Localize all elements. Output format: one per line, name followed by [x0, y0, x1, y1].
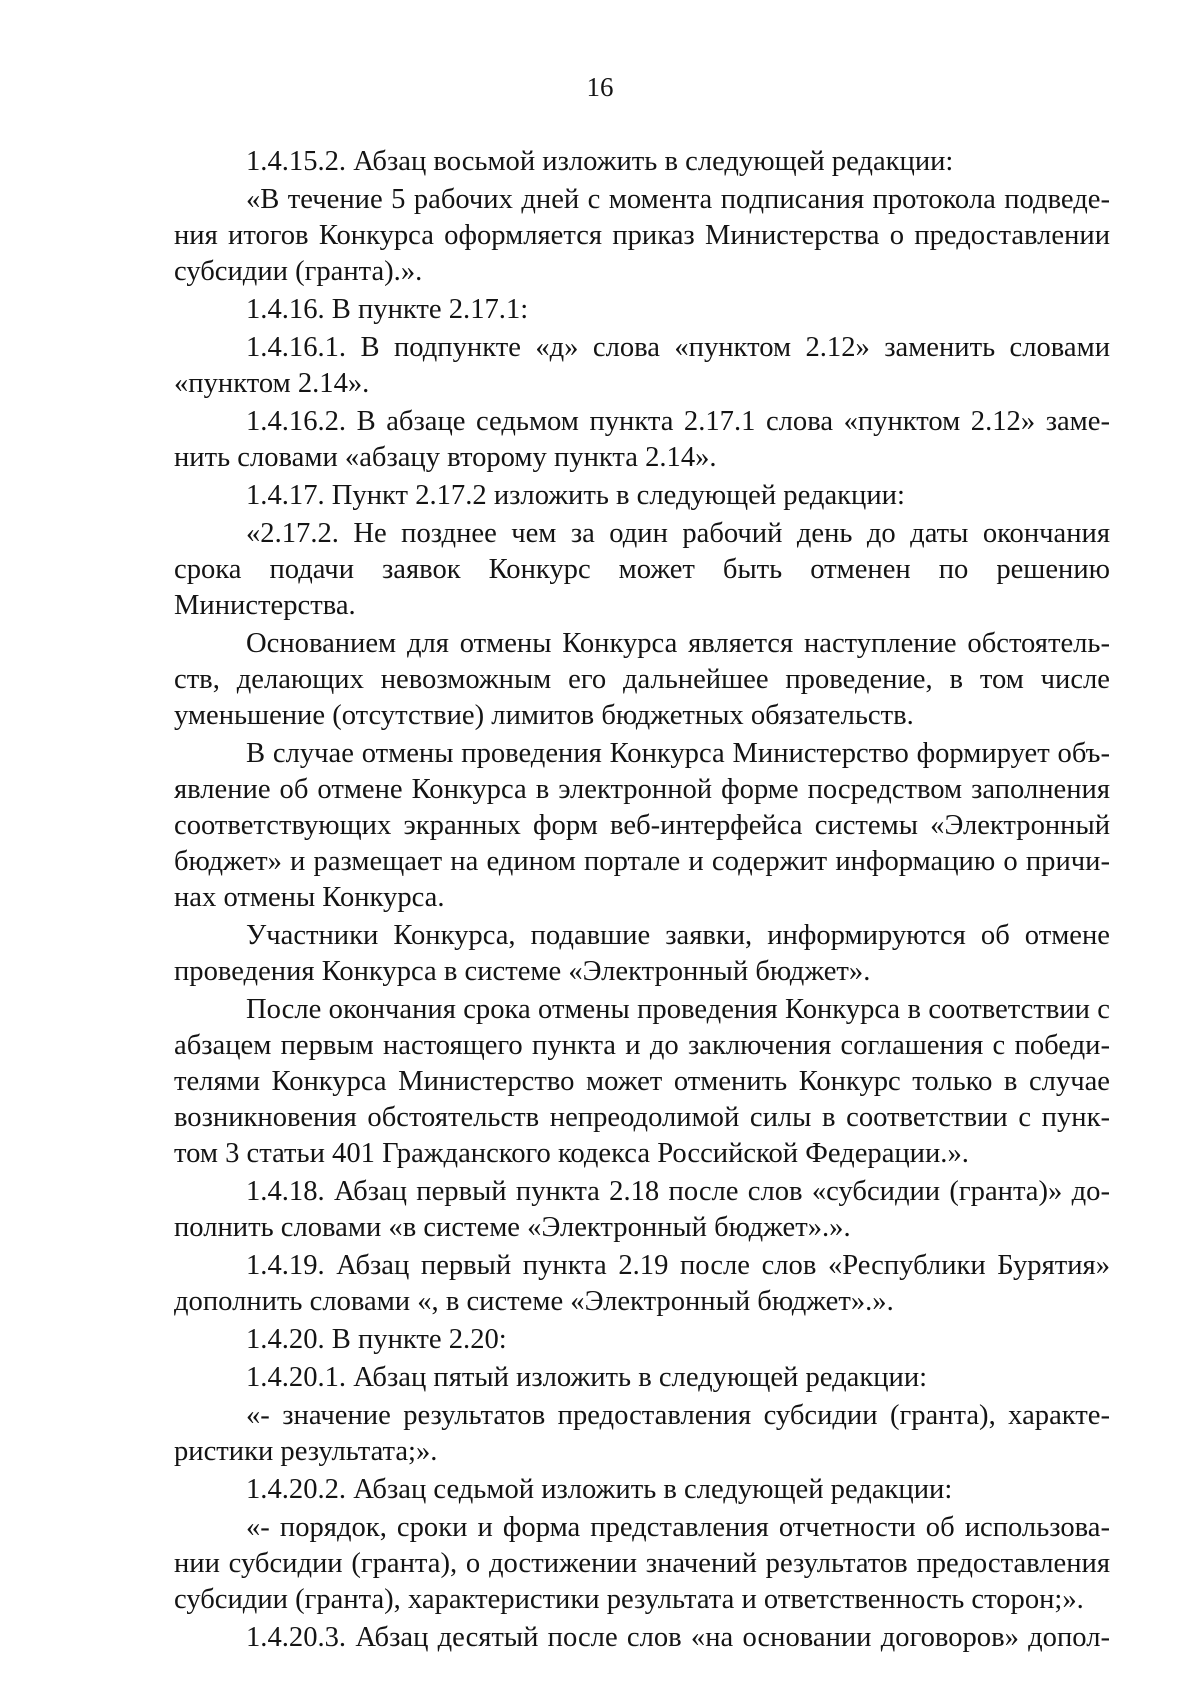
paragraph-1-4-20-1: 1.4.20.1. Абзац пятый изложить в следующей редакции:	[246, 1362, 928, 1393]
paragraph-force-majeure: После окончания срока отмены проведения Конкурса в соответствии с абзацем первым настоящего пункта и до заключения соглашения с победителями Конкурса Министерство может отменить Конкурс только в случае возникновения обстоятельств непреодолимой силы в соответствии с пунктом 3 статьи 401 Гражданского кодекса Российской Федерации.».	[174, 994, 1110, 1169]
paragraph-1-4-19: 1.4.19. Абзац первый пункта 2.19 после слов «Республики Бурятия» дополнить словами «, в системе «Электронный бюджет».».	[174, 1250, 1110, 1317]
paragraph-cancellation-notice: В случае отмены проведения Конкурса Министерство формирует объявление об отмене Конкурса в электронной форме посредством заполнения соответствующих экранных форм веб-интерфейса системы «Электронный бюджет» и размещает на едином портале и содержит информацию о причинах отмены Конкурса.	[174, 738, 1110, 913]
paragraph-quote-reporting: «- порядок, сроки и форма представления отчетности об использовании субсидии (гранта), о достижении значений результатов предоставления субсидии (гранта), характеристики результата и ответственность сторон;».	[174, 1512, 1110, 1615]
paragraph-1-4-17: 1.4.17. Пункт 2.17.2 изложить в следующей редакции:	[246, 480, 905, 511]
paragraph-1-4-15-2: 1.4.15.2. Абзац восьмой изложить в следующей редакции:	[246, 146, 954, 177]
paragraph-1-4-20: 1.4.20. В пункте 2.20:	[246, 1324, 507, 1355]
paragraph-1-4-16: 1.4.16. В пункте 2.17.1:	[246, 294, 529, 325]
page-number: 16	[586, 72, 614, 102]
paragraph-1-4-16-1: 1.4.16.1. В подпункте «д» слова «пунктом 2.12» заменить словами «пунктом 2.14».	[174, 332, 1110, 399]
paragraph-grounds-for-cancellation: Основанием для отмены Конкурса является наступление обстоятельств, делающих невозможным его дальнейшее проведение, в том числе уменьшение (отсутствие) лимитов бюджетных обязательств.	[174, 628, 1110, 731]
paragraph-1-4-20-2: 1.4.20.2. Абзац седьмой изложить в следующей редакции:	[246, 1474, 953, 1505]
paragraph-participants-informed: Участники Конкурса, подавшие заявки, информируются об отмене проведения Конкурса в системе «Электронный бюджет».	[174, 920, 1110, 987]
paragraph-quote-5-days: «В течение 5 рабочих дней с момента подписания протокола подведения итогов Конкурса оформляется приказ Министерства о предоставлении субсидии (гранта).».	[174, 184, 1110, 287]
paragraph-1-4-18: 1.4.18. Абзац первый пункта 2.18 после слов «субсидии (гранта)» дополнить словами «в системе «Электронный бюджет».».	[174, 1176, 1110, 1243]
paragraph-1-4-20-3: 1.4.20.3. Абзац десятый после слов «на основании договоров» допол-	[246, 1622, 1110, 1653]
paragraph-quote-2-17-2: «2.17.2. Не позднее чем за один рабочий день до даты окончания срока подачи заявок Конкурс может быть отменен по решению Министерства.	[174, 518, 1110, 621]
paragraph-quote-results-value: «- значение результатов предоставления субсидии (гранта), характеристики результата;».	[174, 1400, 1110, 1467]
document-body	[174, 144, 1110, 1656]
paragraph-1-4-16-2: 1.4.16.2. В абзаце седьмом пункта 2.17.1 слова «пунктом 2.12» заменить словами «абзацу второму пункта 2.14».	[174, 406, 1110, 473]
